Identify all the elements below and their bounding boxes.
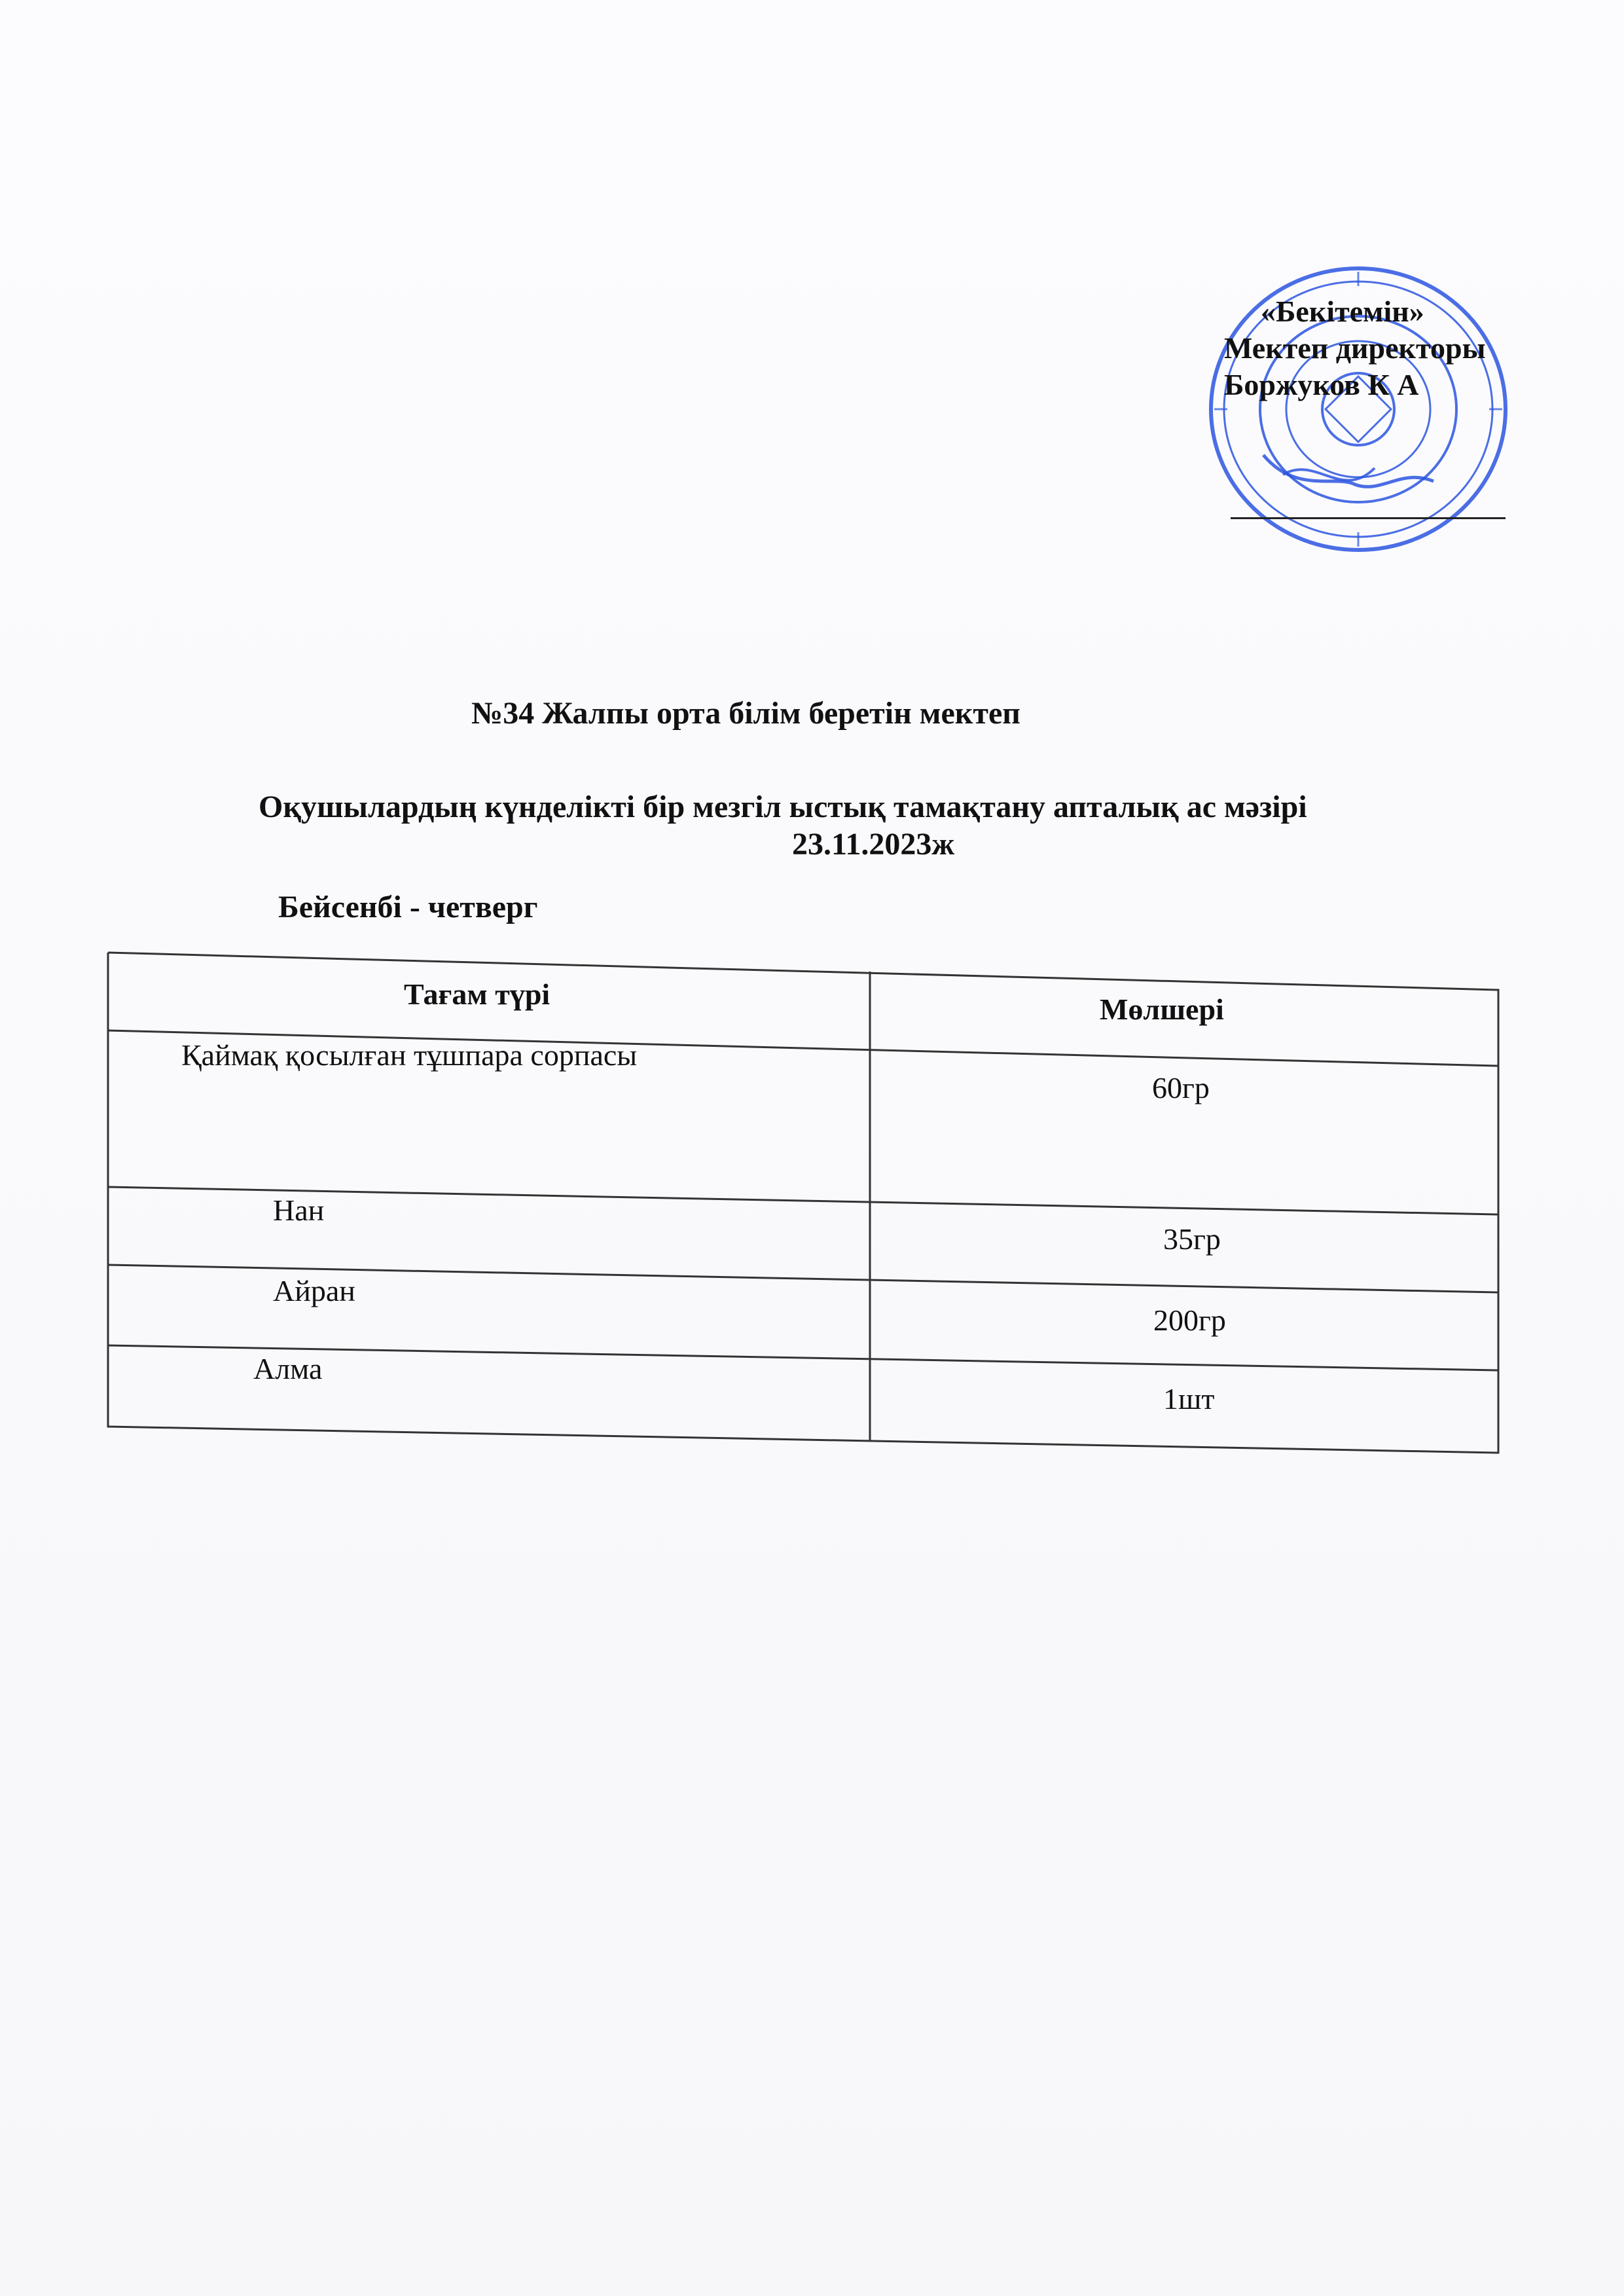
approval-block — [1224, 293, 1564, 403]
approval-heading: «Бекітемін» — [1261, 295, 1424, 328]
table-header-quantity: Мөлшері — [1100, 993, 1224, 1026]
signature-line — [1231, 517, 1506, 519]
day-label: Бейсенбі - четверг — [278, 890, 538, 924]
table-row-4-dish: Алма — [253, 1352, 323, 1385]
school-title: №34 Жалпы орта білім беретін мектеп — [471, 696, 1020, 731]
table-row-2-dish: Нан — [273, 1194, 325, 1227]
menu-date: 23.11.2023ж — [792, 827, 955, 862]
menu-table — [106, 951, 1500, 1455]
menu-title: Оқушылардың күнделікті бір мезгіл ыстық тамақтану апталық ас мәзірі — [259, 790, 1307, 824]
table-row-4-quantity: 1шт — [1163, 1382, 1215, 1415]
approval-name: Боржуков К А — [1224, 368, 1419, 401]
table-row-1-quantity: 60гр — [1152, 1071, 1210, 1104]
approval-position: Мектеп директоры — [1224, 331, 1486, 365]
table-row-3-dish: Айран — [273, 1274, 355, 1307]
table-row-1-dish: Қаймақ қосылған тұшпара сорпасы — [181, 1038, 638, 1072]
table-header-dish: Тағам түрі — [404, 977, 550, 1011]
table-row-2-quantity: 35гр — [1163, 1222, 1221, 1256]
table-row-3-quantity: 200гр — [1153, 1303, 1226, 1337]
